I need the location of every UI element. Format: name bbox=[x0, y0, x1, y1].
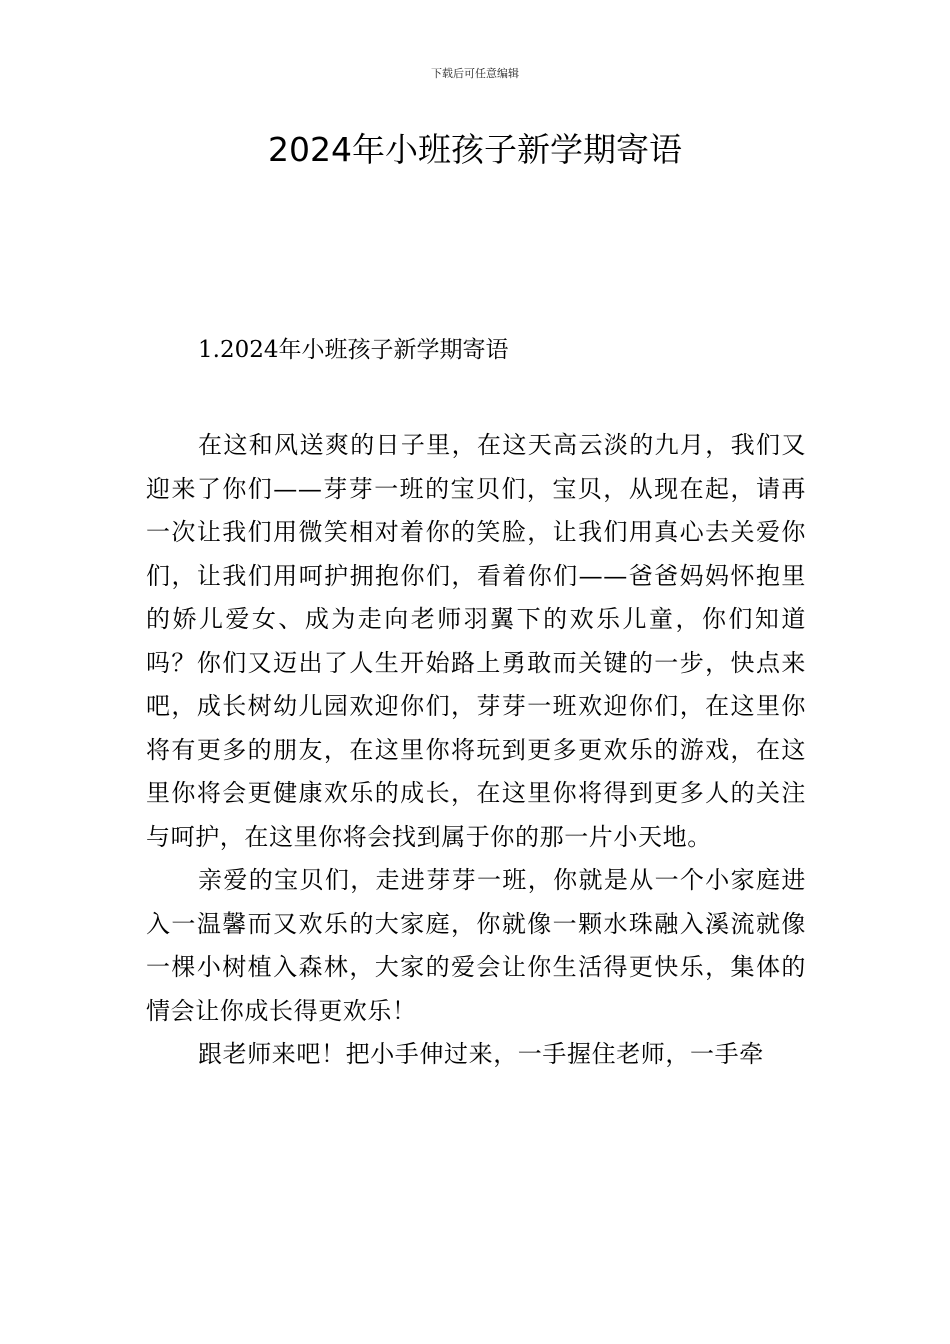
body-text bbox=[146, 424, 806, 1077]
paragraph-1: 在这和风送爽的日子里，在这天高云淡的九月，我们又迎来了你们——芽芽一班的宝贝们，宝贝，从现在起，请再一次让我们用微笑相对着你的笑脸，让我们用真心去关爱你们，让我们用呵护拥抱你们，看着你们——爸爸妈妈怀抱里的娇儿爱女、成为走向老师羽翼下的欢乐儿童，你们知道吗？你们又迈出了人生开始路上勇敢而关键的一步，快点来吧，成长树幼儿园欢迎你们，芽芽一班欢迎你们，在这里你将有更多的朋友，在这里你将玩到更多更欢乐的游戏，在这里你将会更健康欢乐的成长，在这里你将得到更多人的关注与呵护，在这里你将会找到属于你的那一片小天地。 bbox=[146, 431, 806, 851]
paragraph-2: 亲爱的宝贝们，走进芽芽一班，你就是从一个小家庭进入一温馨而又欢乐的大家庭，你就像一颗水珠融入溪流就像一棵小树植入森林，大家的爱会让你生活得更快乐，集体的情会让你成长得更欢乐！ bbox=[146, 866, 806, 1025]
document-title: 2024年小班孩子新学期寄语 bbox=[268, 130, 682, 169]
section-heading: 1.2024年小班孩子新学期寄语 bbox=[198, 337, 509, 363]
paragraph-3: 跟老师来吧！把小手伸过来，一手握住老师，一手牵 bbox=[198, 1040, 764, 1068]
header-note: 下载后可任意编辑 bbox=[431, 67, 519, 80]
